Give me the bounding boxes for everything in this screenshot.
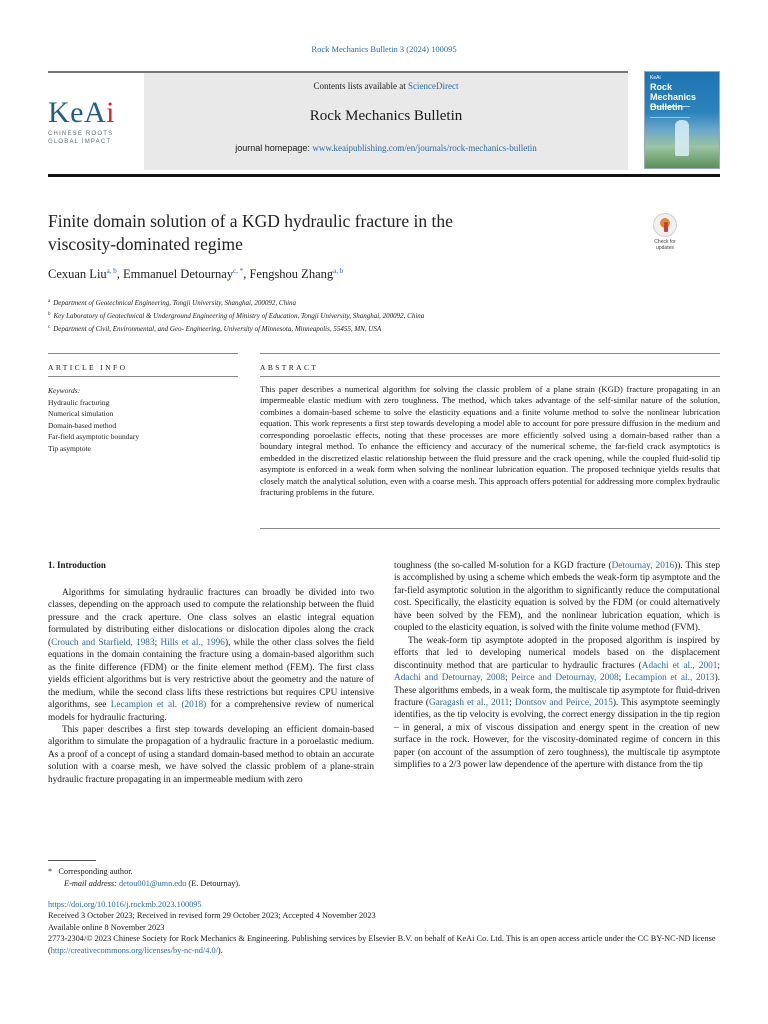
email-line bbox=[48, 878, 240, 890]
affiliation-text: Key Laboratory of Geotechnical & Underground Engineering of Ministry of Education, Tongji University, Shanghai, 200092, China bbox=[53, 312, 425, 320]
text-run: The weak-form tip asymptote adopted in the proposed algorithm is inspired by efforts that led to developing numerical models based on the displacement discontinuity method that are particular to hydraulic fractures ( bbox=[394, 635, 720, 671]
text-run: for a comprehensive review of numerical models for hydraulic fracturing. bbox=[48, 700, 374, 723]
keyword: Domain-based method bbox=[48, 420, 117, 430]
article-title-line-2: viscosity-dominated regime bbox=[48, 234, 243, 254]
article-title bbox=[48, 210, 608, 256]
affiliation-key: a bbox=[48, 299, 51, 304]
affiliation bbox=[48, 296, 720, 309]
check-updates-icon bbox=[653, 213, 677, 237]
logo-wordmark: KeAi bbox=[48, 96, 115, 129]
cover-subtitle-lines bbox=[650, 106, 690, 118]
keyword: Numerical simulation bbox=[48, 409, 114, 418]
homepage-line bbox=[144, 143, 628, 153]
journal-title: Rock Mechanics Bulletin bbox=[309, 108, 463, 124]
text-run: ). This asymptote seemingly identifies, as the tip velocity is evolving, the correct energy dissipation in the tip region – in general, a mix of viscous dissipation and energy spent in the creation of new surface in the rock. However, for the viscosity-dominated regime of concern in this paper (on account of the assumption of zero toughness), the multiscale tip asymptote simplifies to a 2/3 power law dependence of the aperture with distance from the tip bbox=[394, 697, 720, 771]
check-updates-text bbox=[650, 239, 680, 251]
citation-link[interactable]: Peirce and Detournay, 2008 bbox=[511, 673, 619, 684]
paragraph: This paper describes a first step towards developing an efficient domain-based algorithm to simulate the propagation of a hydraulic fracture in a poroelastic medium. As a proof of a concept of using a standard domain-based method to obtain an accurate solution with a coarse mesh, we have solved the classic problem of a plane-strain hydraulic fracture propagating in an impermeable medium with zero bbox=[48, 724, 374, 785]
running-head[interactable] bbox=[0, 44, 768, 54]
logo-tagline-1: CHINESE ROOTS bbox=[48, 131, 114, 137]
citation-link[interactable]: Lecampion et al. (2018) bbox=[110, 700, 207, 711]
available-online: Available online 8 November 2023 bbox=[48, 922, 165, 932]
affiliations bbox=[48, 296, 720, 335]
text-run: ; bbox=[618, 673, 625, 684]
author-affiliation-link[interactable]: c, * bbox=[233, 267, 244, 275]
keyword: Tip asymptote bbox=[48, 443, 91, 453]
running-head-link[interactable]: Rock Mechanics Bulletin 3 (2024) 100095 bbox=[311, 44, 457, 54]
text-run: ). These algorithms embeds, in a weak form, the multiscale tip asymptote for fluid-driven fracture ( bbox=[394, 673, 720, 708]
citation-link[interactable]: Garagash et al., 2011 bbox=[428, 697, 510, 708]
email-suffix: (E. Detournay). bbox=[186, 879, 241, 888]
email-label: E-mail address: bbox=[64, 879, 119, 888]
abstract-heading: ABSTRACT bbox=[260, 363, 319, 372]
text-run: ; bbox=[717, 660, 720, 671]
paragraph bbox=[394, 635, 720, 772]
keyword: Far-field asymptotic boundary bbox=[48, 432, 140, 441]
citation-link[interactable]: Adachi et al., 2001 bbox=[641, 660, 718, 671]
abstract-rule-end bbox=[260, 528, 720, 529]
license-link[interactable]: http://creativecommons.org/licenses/by-nc-nd/4.0/ bbox=[50, 945, 218, 955]
author-name: Cexuan Liu bbox=[48, 267, 107, 281]
affiliation bbox=[48, 309, 720, 322]
citation-link[interactable]: Lecampion et al., 2013 bbox=[624, 673, 715, 684]
publication-info bbox=[48, 899, 728, 956]
citation-link[interactable]: Dontsov and Peirce, 2015 bbox=[514, 697, 613, 708]
paragraph bbox=[48, 587, 374, 724]
footnote bbox=[48, 866, 240, 890]
corresponding-label: Corresponding author. bbox=[58, 867, 133, 876]
text-run: ; bbox=[154, 637, 161, 648]
citation-link[interactable]: Detournay, 2016 bbox=[611, 561, 675, 571]
copyright-text: 2773-2304/© 2023 Chinese Society for Rock Mechanics & Engineering. Publishing services by Elsevier B.V. on behalf of KeAi Co. Ltd. This is an open access article under the CC BY-NC-ND license ( bbox=[48, 934, 716, 955]
body-column-left bbox=[48, 587, 374, 786]
email-link[interactable]: detou001@umn.edu bbox=[119, 879, 187, 888]
citation-link[interactable]: Hills et al., 1996 bbox=[160, 637, 225, 648]
affiliation bbox=[48, 322, 720, 335]
check-updates-line-1: Check for bbox=[654, 239, 676, 245]
article-title-line-1: Finite domain solution of a KGD hydraulic fracture in the bbox=[48, 211, 453, 231]
article-info-rule-bottom bbox=[48, 376, 238, 377]
affiliation-key: b bbox=[48, 312, 51, 317]
author-separator: , bbox=[243, 267, 250, 281]
publisher-logo bbox=[48, 98, 132, 146]
citation-link[interactable]: Adachi and Detournay, 2008 bbox=[394, 673, 505, 684]
journal-masthead bbox=[144, 73, 628, 170]
affiliation-key: c bbox=[48, 325, 51, 330]
text-run: ), while the other class solves the field equations in the domain containing the fracture using a domain-based algorithm such as the finite difference (FDM) or the finite element method (FEM). The first class yields efficient algorithms but is very restrictive about the geometry and the nature of the medium, while the second class lifts these restrictions but requires CPU intensive algorithms, see bbox=[48, 637, 374, 711]
affiliation-text: Department of Civil, Environmental, and Geo- Engineering, University of Minnesota, Minneapolis, 55455, MN, USA bbox=[53, 325, 382, 333]
abstract-text: This paper describes a numerical algorithm for solving the classic problem of a plane strain (KGD) fracture propagating in an impermeable elastic medium with zero toughness. The method, which takes advantage of the self-similar nature of the solution, combines a domain-based scheme to solve the elasticity equations and a finite volume method to solve the nonlinear lubrication equation. This work represents a first step towards developing a model able to account for pore pressure diffusion in the medium and corresponding poroelastic effects, noting that these processes are more efficiently solved using a domain-based rather than a boundary integral method. To enhance the efficiency and accuracy of the numerical scheme, the far-field crack asymptotics is embedded in the discretized elastic relationship between the fluid pressure and the crack opening, while the coupled fluid-solid tip asymptote is enforced in a weak form when solving the nonlinear lubrication equation. The proposed technique yields results that closely match the analytical solution, even with a coarse mesh. This approach offers potential for addressing more complex hydraulic fracturing problems in the future. bbox=[260, 384, 720, 498]
logo-tagline-2: GLOBAL IMPACT bbox=[48, 139, 112, 145]
keywords-block bbox=[48, 385, 238, 454]
text-run: ; bbox=[504, 673, 512, 684]
cover-brand: KeAi bbox=[650, 75, 661, 81]
sciencedirect-link[interactable]: ScienceDirect bbox=[408, 81, 459, 91]
cover-title: Rock Mechanics Bulletin bbox=[650, 82, 697, 112]
journal-cover-thumbnail[interactable] bbox=[644, 71, 720, 169]
received-dates: Received 3 October 2023; Received in revised form 29 October 2023; Accepted 4 November 2023 bbox=[48, 911, 376, 921]
author-name: Fengshou Zhang bbox=[249, 267, 334, 281]
doi-link[interactable]: https://doi.org/10.1016/j.rockmb.2023.100095 bbox=[48, 900, 202, 909]
check-updates-line-2: updates bbox=[656, 245, 674, 251]
footnote-rule bbox=[48, 860, 96, 861]
author-affiliation-link[interactable]: a, b bbox=[106, 267, 117, 275]
abstract-rule-top bbox=[260, 353, 720, 354]
homepage-label: journal homepage: bbox=[235, 143, 313, 153]
body-column-right bbox=[394, 560, 720, 772]
article-info-rule-top bbox=[48, 353, 238, 354]
section-heading-introduction: 1. Introduction bbox=[48, 560, 106, 570]
corresponding-author-note bbox=[48, 866, 240, 878]
text-run: )). This step is accomplished by using a scheme which embeds the weak-form tip asymptote and the far-field asymptotic solution in the algorithm to significantly reduce the computational cost. Specifically, the elasticity equation is solved by the FDM (or could alternatively have been solved by the FEM), and the nonlinear lubrication equation, which is coupled to the elasticity equation, is solved with the finite volume method (FVM). bbox=[394, 561, 720, 634]
homepage-link[interactable]: www.keaipublishing.com/en/journals/rock-mechanics-bulletin bbox=[312, 143, 537, 153]
author-list bbox=[48, 267, 343, 282]
check-for-updates-badge[interactable] bbox=[650, 213, 680, 253]
contents-prefix: Contents lists available at bbox=[313, 81, 408, 91]
copyright-notice bbox=[48, 933, 728, 956]
text-run: Algorithms for simulating hydraulic fractures can broadly be divided into two classes, depending on the approach used to compute the relationship between the fluid pressure and the crack aperture. One class solves an elastic integral equation formulated by distributing either dislocations or dislocation dipoles along the crack ( bbox=[48, 588, 374, 648]
cover-waterfall-image bbox=[675, 120, 689, 156]
keywords-label: Keywords: bbox=[48, 386, 81, 395]
copyright-end: ). bbox=[217, 945, 223, 955]
masthead-bottom-rule bbox=[48, 174, 720, 177]
text-run: ; bbox=[509, 697, 515, 708]
keyword: Hydraulic fracturing bbox=[48, 397, 110, 407]
text-run: toughness (the so-called M-solution for a KGD fracture ( bbox=[394, 561, 612, 571]
author-name: Emmanuel Detournay bbox=[123, 267, 234, 281]
affiliation-text: Department of Geotechnical Engineering, Tongji University, Shanghai, 200092, China bbox=[53, 299, 297, 307]
abstract-rule-bottom bbox=[260, 376, 720, 377]
paragraph bbox=[394, 560, 720, 635]
article-info-heading: ARTICLE INFO bbox=[48, 363, 128, 372]
contents-line bbox=[144, 81, 628, 91]
citation-link[interactable]: Crouch and Starfield, 1983 bbox=[51, 637, 155, 648]
author-separator: , bbox=[116, 267, 124, 281]
footnote-marker: * bbox=[48, 867, 53, 876]
author-affiliation-link[interactable]: a, b bbox=[333, 267, 344, 275]
